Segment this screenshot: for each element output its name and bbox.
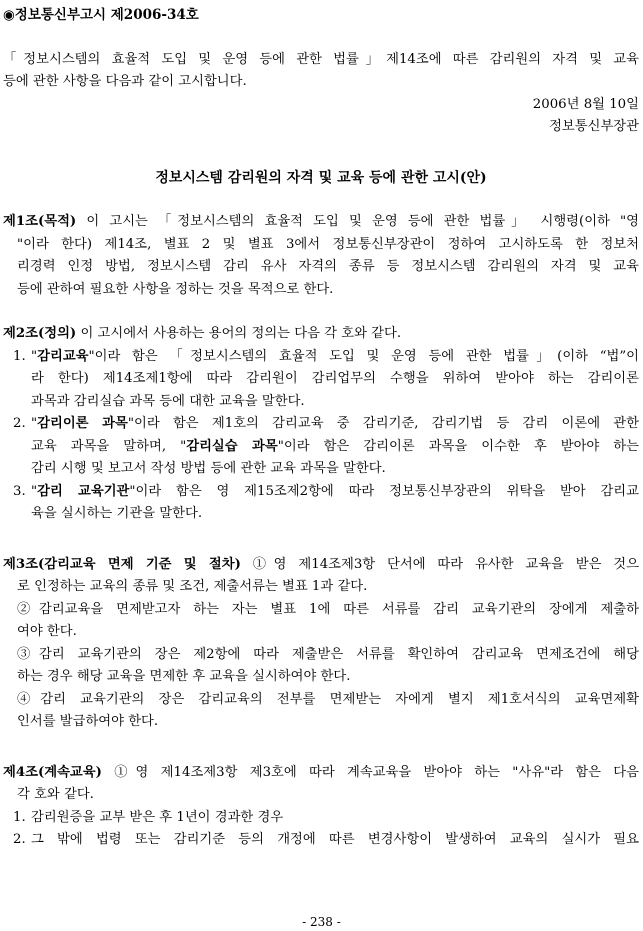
- article-text: 리경력 인정 방법, 정보시스템 감리 유사 자격의 종류 등 정보시스템 감리원의 자격 및 교육: [17, 259, 639, 274]
- list-item: [3, 829, 639, 852]
- defined-term: 감리 교육기관: [37, 483, 130, 499]
- item-text: 라 한다) 제14조제1항에 따라 감리원이 감리업무의 수행을 위하여 받아야 하는 감리이론: [31, 371, 639, 386]
- defined-term: 감리교육: [37, 348, 89, 364]
- article-4: [3, 762, 639, 852]
- list-item: [3, 413, 639, 481]
- article-text: 인서를 발급하여야 한다.: [17, 714, 159, 729]
- article-text: ③감리 교육기관의 장은 제2항에 따라 제출받은 서류를 확인하여 감리교육 면제조건에 해당: [17, 646, 639, 662]
- quote-mark: ": [31, 483, 38, 499]
- item-number: 1.: [13, 348, 26, 364]
- article-2: [3, 323, 639, 526]
- article-text: ①영 제14조제3항 제3호에 따라 계속교육을 받아야 하는 "사유"라 함은 다음: [101, 764, 639, 780]
- article-1-label: 제1조(목적): [3, 214, 77, 229]
- item-text: 과목과 감리실습 과목 등에 대한 교육을 말한다.: [31, 393, 305, 409]
- item-text: 감리원증을 교부 받은 후 1년이 경과한 경우: [31, 809, 284, 825]
- page-number: - 238 -: [302, 915, 341, 929]
- item-number: 1.: [13, 809, 26, 825]
- item-number: 2.: [13, 832, 26, 847]
- article-text: 로 인정하는 교육의 종류 및 조건, 제출서류는 별표 1과 같다.: [17, 579, 368, 594]
- document-title: 정보시스템 감리원의 자격 및 교육 등에 관한 고시(안): [155, 169, 487, 186]
- article-text: "이라 한다) 제14조, 별표 2 및 별표 3에서 정보통신부장관이 정하여 고시하도록 한 정보처: [17, 236, 639, 252]
- article-text: 이 고시에서 사용하는 용어의 정의는 다음 각 호와 같다.: [76, 326, 402, 341]
- article-text: ①영 제14조제3항 단서에 따라 유사한 교육을 받은 것으: [240, 556, 639, 572]
- item-text: "이라 함은 영 제15조제2항에 따라 정보통신부장관의 위탁을 받아 감리교: [129, 483, 639, 499]
- article-2-label: 제2조(정의): [3, 326, 77, 341]
- item-text: "이라 함은 감리이론 과목을 이수한 후 받아야 하는: [277, 438, 640, 454]
- quote-mark: ": [31, 348, 38, 364]
- document-page: [3, 4, 639, 852]
- article-4-label: 제4조(계속교육): [3, 764, 102, 780]
- article-text: ②감리교육을 면제받고자 하는 자는 별표 1에 따른 서류를 감리 교육기관의 장에게 제출하: [17, 601, 639, 617]
- intro-line: 등에 관한 사항을 다음과 같이 고시합니다.: [3, 74, 247, 89]
- article-text: ④감리 교육기관의 장은 감리교육의 전부를 면제받는 자에게 별지 제1호서식의 교육면제확: [17, 691, 639, 707]
- item-text: 그 밖에 법령 또는 감리기준 등의 개정에 따른 변경사항이 발생하여 교육의 실시가 필요: [31, 832, 639, 847]
- item-text: 교육 과목을 말하며, ": [31, 438, 187, 454]
- item-number: 2.: [13, 416, 26, 431]
- item-text: "이라 함은 「정보시스템의 효율적 도입 및 운영 등에 관한 법률」(이하 “법”이: [88, 348, 639, 364]
- item-text: "이라 함은 제1호의 감리교육 중 감리기준, 감리기법 등 감리 이론에 관한: [127, 416, 639, 431]
- article-text: 각 호와 같다.: [17, 787, 94, 802]
- article-3: [3, 554, 639, 734]
- list-item: [3, 481, 639, 526]
- notice-issuer: 정보통신부장관: [549, 119, 639, 134]
- notice-heading: ◉정보통신부고시 제2006-34호: [3, 7, 199, 23]
- article-text: 여야 한다.: [17, 624, 77, 639]
- list-item: [3, 346, 639, 414]
- article-3-label: 제3조(감리교육 면제 기준 및 절차): [3, 556, 241, 572]
- defined-term: 감리이론 과목: [37, 416, 128, 431]
- item-number: 3.: [13, 483, 26, 499]
- item-text: 감리 시행 및 보고서 작성 방법 등에 관한 교육 과목을 말한다.: [31, 461, 386, 476]
- intro-paragraph: [3, 49, 639, 94]
- defined-term: 감리실습 과목: [186, 438, 278, 454]
- article-text: 이 고시는 「정보시스템의 효율적 도입 및 운영 등에 관한 법률」 시행령(이하 "영: [76, 214, 639, 229]
- item-text: 육을 실시하는 기관을 말한다.: [31, 506, 203, 521]
- list-item: [3, 807, 639, 830]
- article-1: [3, 211, 639, 301]
- article-text: 하는 경우 해당 교육을 면제한 후 교육을 실시하여야 한다.: [17, 669, 351, 684]
- quote-mark: ": [31, 416, 38, 431]
- intro-line: 「정보시스템의 효율적 도입 및 운영 등에 관한 법률」제14조에 따른 감리원의 자격 및 교육: [3, 51, 639, 67]
- notice-date: 2006년 8월 10일: [532, 96, 639, 112]
- article-text: 등에 관하여 필요한 사항을 정하는 것을 목적으로 한다.: [17, 281, 334, 297]
